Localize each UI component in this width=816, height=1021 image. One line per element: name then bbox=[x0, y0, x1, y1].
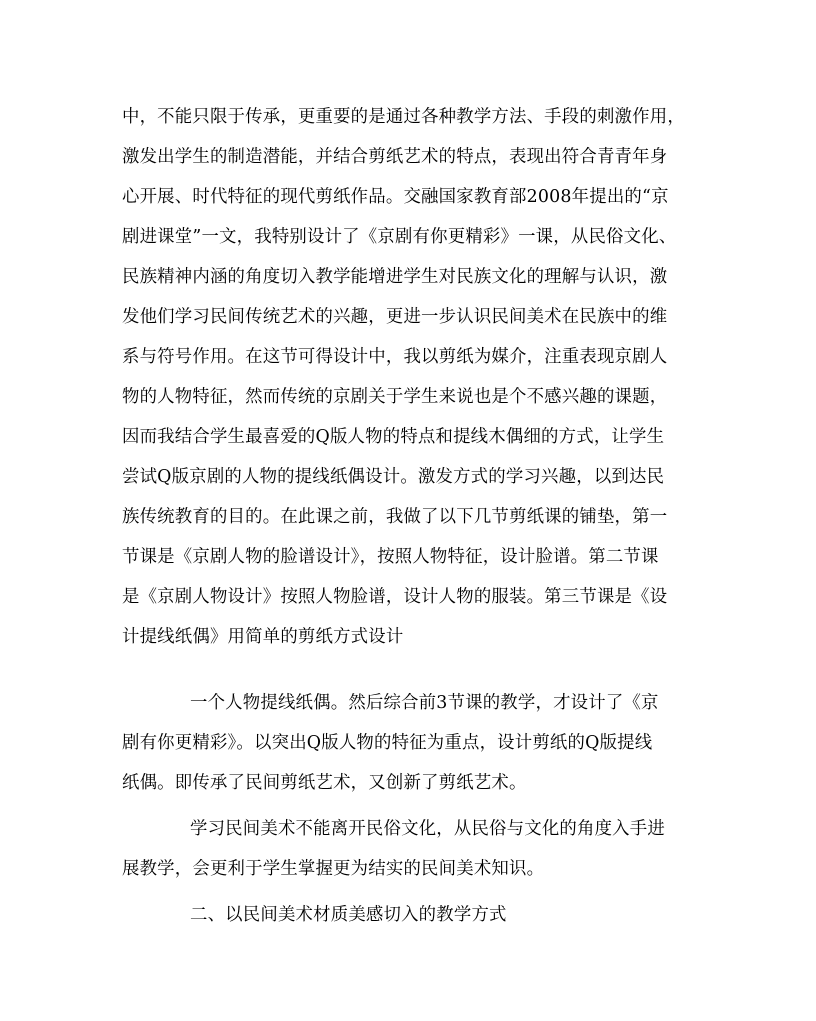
paragraph-line: 民族精神内涵的角度切入教学能增进学生对民族文化的理解与认识，激 bbox=[122, 267, 668, 287]
paragraph-line: 节课是《京剧人物的脸谱设计》，按照人物特征，设计脸谱。第二节课 bbox=[122, 547, 659, 567]
paragraph-line: 展教学，会更利于学生掌握更为结实的民间美术知识。 bbox=[122, 859, 545, 879]
paragraph-line: 计提线纸偶》用简单的剪纸方式设计 bbox=[122, 627, 404, 647]
paragraph-line: 族传统教育的目的。在此课之前，我做了以下几节剪纸课的铺垫，第一 bbox=[122, 507, 668, 527]
paragraph-line: 系与符号作用。在这节可得设计中，我以剪纸为媒介，注重表现京剧人 bbox=[122, 347, 668, 367]
paragraph-line: 是《京剧人物设计》按照人物脸谱，设计人物的服装。第三节课是《设 bbox=[122, 587, 668, 607]
section-heading: 二、以民间美术材质美感切入的教学方式 bbox=[190, 905, 507, 925]
paragraph-line: 发他们学习民间传统艺术的兴趣，更进一步认识民间美术在民族中的维 bbox=[122, 307, 668, 327]
paragraph-line: 尝试Q版京剧的人物的提线纸偶设计。激发方式的学习兴趣，以到达民 bbox=[122, 467, 665, 487]
paragraph-line: 学习民间美术不能离开民俗文化，从民俗与文化的角度入手进 bbox=[190, 819, 665, 839]
paragraph-line: 因而我结合学生最喜爱的Q版人物的特点和提线木偶细的方式，让学生 bbox=[122, 427, 665, 447]
paragraph-line: 一个人物提线纸偶。然后综合前3节课的教学，才设计了《京 bbox=[190, 693, 659, 713]
paragraph-line: 剧有你更精彩》。以突出Q版人物的特征为重点，设计剪纸的Q版提线 bbox=[122, 733, 653, 753]
paragraph-line: 心开展、时代特征的现代剪纸作品。交融国家教育部2008年提出的“京 bbox=[122, 187, 669, 207]
paragraph-line: 剧进课堂”一文，我特别设计了《京剧有你更精彩》一课，从民俗文化、 bbox=[122, 227, 677, 247]
paragraph-line: 纸偶。即传承了民间剪纸艺术，又创新了剪纸艺术。 bbox=[122, 773, 527, 793]
paragraph-line: 激发出学生的制造潜能，并结合剪纸艺术的特点，表现出符合青青年身 bbox=[122, 147, 668, 167]
paragraph-line: 物的人物特征，然而传统的京剧关于学生来说也是个不感兴趣的课题， bbox=[122, 387, 668, 407]
paragraph-line: 中，不能只限于传承，更重要的是通过各种教学方法、手段的刺激作用， bbox=[122, 107, 685, 127]
